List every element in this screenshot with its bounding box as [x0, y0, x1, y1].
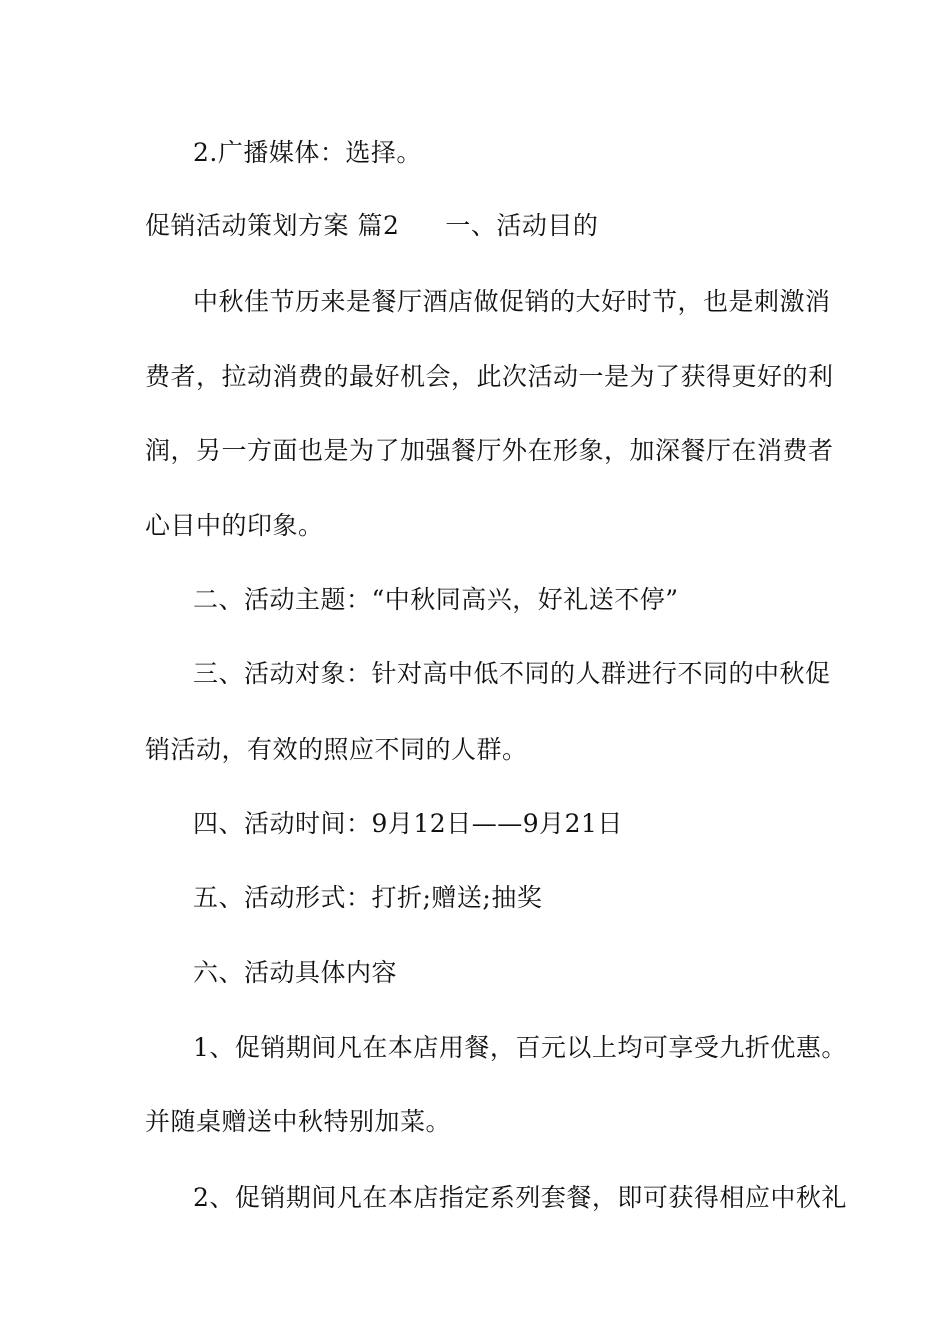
paragraph-theme: 二、活动主题：“中秋同高兴，好礼送不停”	[193, 585, 679, 614]
paragraph-line: 2、促销期间凡在本店指定系列套餐，即可获得相应中秋礼	[193, 1183, 847, 1212]
paragraph-line: 销活动，有效的照应不同的人群。	[145, 735, 528, 764]
paragraph-line: 费者，拉动消费的最好机会，此次活动一是为了获得更好的利	[145, 362, 834, 391]
paragraph-line: 润，另一方面也是为了加强餐厅外在形象，加深餐厅在消费者	[145, 436, 834, 465]
paragraph-line: 并随桌赠送中秋特别加菜。	[145, 1107, 452, 1136]
section-title: 促销活动策划方案 篇2	[145, 211, 400, 240]
section-title-line	[145, 208, 598, 244]
paragraph-line: 中秋佳节历来是餐厅酒店做促销的大好时节，也是刺激消	[193, 287, 831, 316]
section-heading-purpose: 一、活动目的	[445, 211, 599, 240]
section-heading-content: 六、活动具体内容	[193, 958, 398, 987]
paragraph-broadcast-media: 2.广播媒体：选择。	[193, 138, 422, 167]
paragraph-line: 心目中的印象。	[145, 511, 324, 540]
paragraph-time: 四、活动时间：9月12日——9月21日	[193, 809, 623, 838]
paragraph-line: 三、活动对象：针对高中低不同的人群进行不同的中秋促	[193, 659, 831, 688]
paragraph-line: 1、促销期间凡在本店用餐，百元以上均可享受九折优惠。	[193, 1033, 847, 1062]
paragraph-form: 五、活动形式：打折;赠送;抽奖	[193, 883, 543, 912]
